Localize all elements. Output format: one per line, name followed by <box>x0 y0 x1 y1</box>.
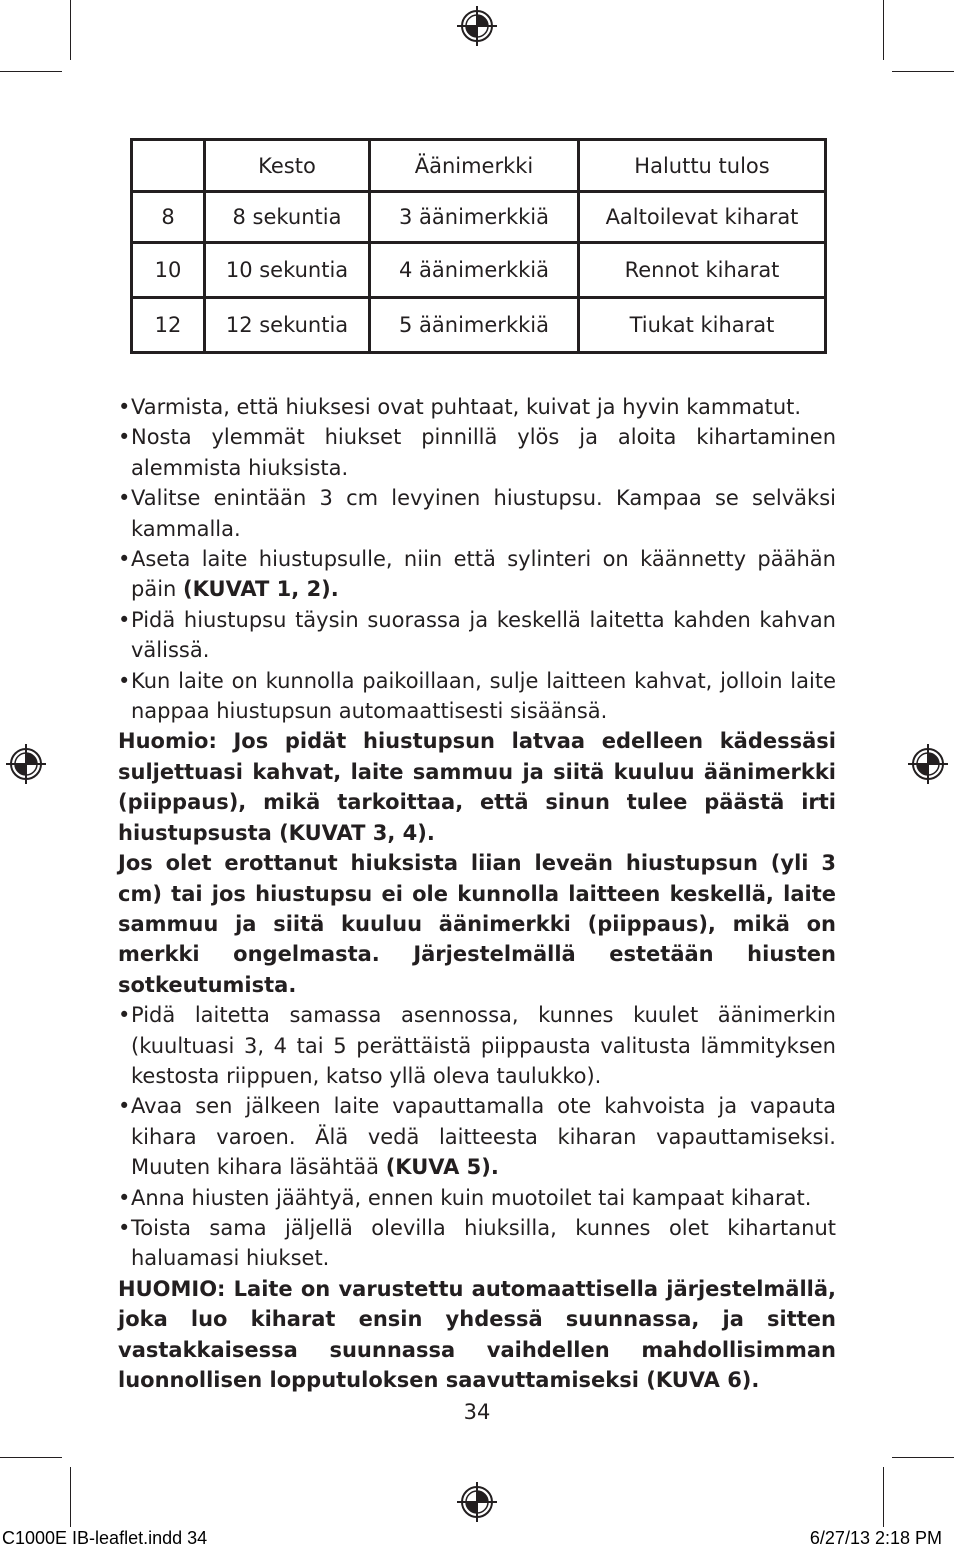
table-cell: 3 äänimerkkiä <box>370 192 579 243</box>
crop-mark-bottom-left-v <box>70 1467 71 1527</box>
bullet-icon: • <box>118 547 131 572</box>
bullet-text: Nosta ylemmät hiukset pinnillä ylös ja aloita kihartaminen alemmista hiuksista. <box>131 425 836 480</box>
bullet-item <box>118 605 836 666</box>
bullet-text: Varmista, että hiuksesi ovat puhtaat, kuivat ja hyvin kammatut. <box>131 395 802 419</box>
table-cell: 10 <box>132 243 205 298</box>
table-row <box>132 243 826 298</box>
table-cell: 5 äänimerkkiä <box>370 298 579 353</box>
table-cell: Aaltoilevat kiharat <box>579 192 826 243</box>
table-cell: Tiukat kiharat <box>579 298 826 353</box>
bullet-text: Aseta laite hiustupsulle, niin että sylinteri on käännetty päähän päin <box>131 547 836 602</box>
table-row <box>132 192 826 243</box>
bullet-icon: • <box>118 668 131 693</box>
table-cell: 4 äänimerkkiä <box>370 243 579 298</box>
table-row <box>132 298 826 353</box>
bullet-item <box>118 544 836 605</box>
bullet-item <box>118 1213 836 1274</box>
table-cell: Rennot kiharat <box>579 243 826 298</box>
bullet-text: Toista sama jäljellä olevilla hiuksilla, kunnes olet kihartanut haluamasi hiukset. <box>131 1215 836 1271</box>
bullet-item <box>118 1183 836 1213</box>
figure-reference: (KUVA 5). <box>385 1155 499 1180</box>
crop-mark-top-right-h <box>892 71 954 72</box>
table-header-cell: Kesto <box>205 140 370 192</box>
table-cell: 12 <box>132 298 205 353</box>
bullet-text: Avaa sen jälkeen laite vapauttamalla ote kahvoista ja vapauta kihara varoen. Älä vedä laitteesta kiharan vapauttamiseksi. Muuten kihara läsähtää <box>131 1094 836 1180</box>
page-number: 34 <box>463 1400 491 1424</box>
table-header-row <box>132 140 826 192</box>
crop-mark-top-left-h <box>0 71 62 72</box>
registration-mark-icon <box>457 6 497 46</box>
crop-mark-bottom-right-h <box>892 1457 954 1458</box>
bullet-text: Pidä laitetta samassa asennossa, kunnes kuulet äänimerkin (kuultuasi 3, 4 tai 5 perättäistä piippausta valitusta lämmityksen kestosta riippuen, katso yllä oleva taulukko). <box>131 1003 836 1088</box>
bullet-icon: • <box>118 1215 131 1240</box>
registration-mark-icon <box>6 744 46 784</box>
bullet-icon: • <box>118 425 131 450</box>
table-header-cell: Äänimerkki <box>370 140 579 192</box>
bullet-icon: • <box>118 1003 131 1028</box>
table-header-cell: Haluttu tulos <box>579 140 826 192</box>
slug-filename: C1000E IB-leaflet.indd 34 <box>2 1528 208 1548</box>
table-header-cell <box>132 140 205 192</box>
bullet-item <box>118 666 836 727</box>
bullet-text: Valitse enintään 3 cm levyinen hiustupsu. Kampaa se selväksi kammalla. <box>131 486 836 541</box>
note-paragraph: Jos olet erottanut hiuksista liian leveän hiustupsun (yli 3 cm) tai jos hiustupsu ei ole kunnolla laitteen keskellä, laite sammuu ja siitä kuuluu äänimerkki (piippaus), mikä on merkki ongelmasta. Järjestelmällä estetään hiusten sotkeutumista. <box>118 851 836 997</box>
bullet-item <box>118 1000 836 1091</box>
note-paragraph: Huomio: Jos pidät hiustupsun latvaa edelleen kädessäsi suljettuasi kahvat, laite sammuu ja siitä kuuluu äänimerkki (piippaus), mikä tarkoittaa, että sinun tulee päästä irti hiustupsusta (KUVAT 3, 4). <box>118 729 836 845</box>
bullet-icon: • <box>118 607 131 632</box>
registration-mark-icon <box>908 744 948 784</box>
crop-mark-bottom-left-h <box>0 1457 62 1458</box>
bullet-icon: • <box>118 1094 131 1119</box>
bullet-text: Kun laite on kunnolla paikoillaan, sulje laitteen kahvat, jolloin laite nappaa hiustupsun automaattisesti sisäänsä. <box>131 668 836 724</box>
slug-timestamp: 6/27/13 2:18 PM <box>809 1528 942 1548</box>
bullet-item <box>118 422 836 483</box>
bullet-text: Anna hiusten jäähtyä, ennen kuin muotoilet tai kampaat kiharat. <box>131 1185 812 1210</box>
bullet-icon: • <box>118 395 131 419</box>
crop-mark-bottom-right-v <box>883 1467 884 1527</box>
table-cell: 8 sekuntia <box>205 192 370 243</box>
crop-mark-top-left-v <box>70 0 71 60</box>
instructions-body <box>118 392 836 1395</box>
bullet-item <box>118 483 836 544</box>
bullet-icon: • <box>118 486 131 511</box>
bullet-icon: • <box>118 1185 131 1210</box>
note-paragraph: HUOMIO: Laite on varustettu automaattisella järjestelmällä, joka luo kiharat ensin yhdessä suunnassa, ja sitten vastakkaisessa suunnassa vaihdellen mahdollisimman luonnollisen lopputuloksen saavuttamiseksi (KUVA 6). <box>118 1276 836 1392</box>
crop-mark-top-right-v <box>883 0 884 60</box>
figure-reference: (KUVAT 1, 2). <box>183 577 339 602</box>
bullet-text: Pidä hiustupsu täysin suorassa ja keskellä laitetta kahden kahvan välissä. <box>131 607 836 663</box>
table-cell: 12 sekuntia <box>205 298 370 353</box>
bullet-item <box>118 1091 836 1182</box>
table-cell: 10 sekuntia <box>205 243 370 298</box>
curl-settings-table <box>130 138 827 354</box>
bullet-item <box>118 392 836 422</box>
table-cell: 8 <box>132 192 205 243</box>
registration-mark-icon <box>457 1482 497 1522</box>
